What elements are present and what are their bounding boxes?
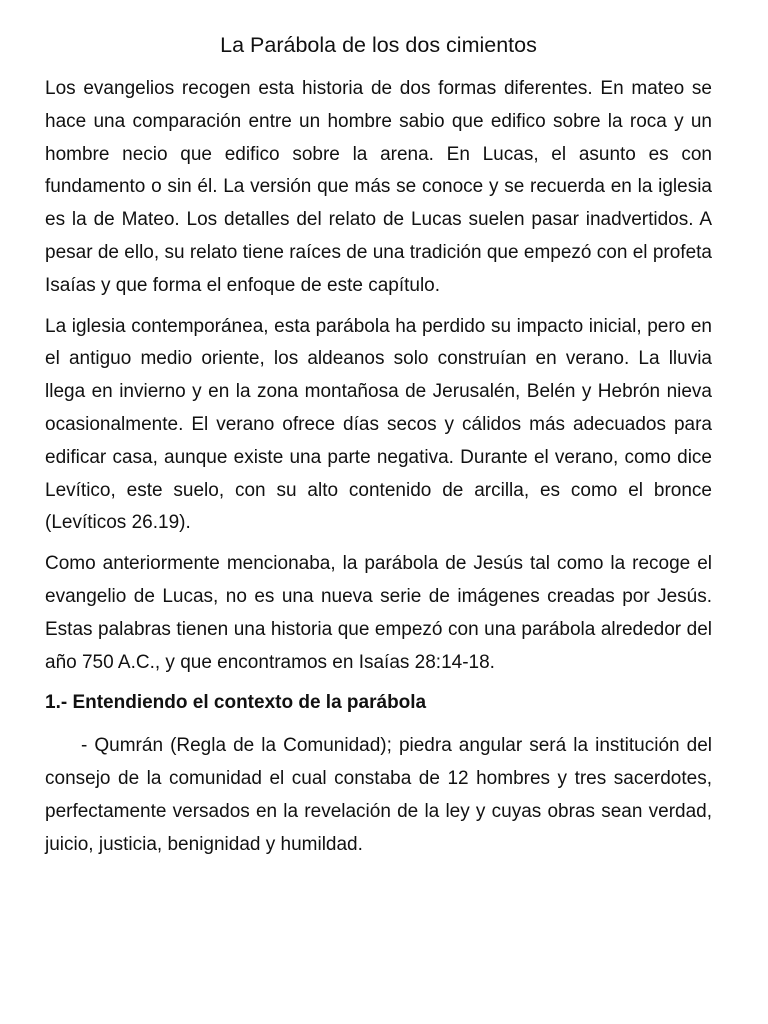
paragraph-contemporary-church: La iglesia contemporánea, esta parábola ha perdido su impacto inicial, pero en el antiguo medio oriente, los aldeanos solo construían en verano. La lluvia llega en invierno y en la zona montañosa de Jerusalén, Belén y Hebrón nieva ocasionalmente. El verano ofrece días secos y cálidos más adecuados para edificar casa, aunque existe una parte negativa. Durante el verano, como dice Levítico, este suelo, con su alto contenido de arcilla, es como el bronce (Levíticos 26.19). bbox=[45, 315, 712, 534]
paragraph-isaiah-origin: Como anteriormente mencionaba, la parábola de Jesús tal como la recoge el evangelio de Lucas, no es una nueva serie de imágenes creadas por Jesús. Estas palabras tienen una historia que empezó con una parábola alrededor del año 750 A.C., y que encontramos en Isaías 28:14-18. bbox=[45, 553, 712, 673]
paragraph-two-versions: Los evangelios recogen esta historia de dos formas diferentes. En mateo se hace una comparación entre un hombre sabio que edifico sobre la roca y un hombre necio que edifico sobre la arena. En Lucas, el asunto es con fundamento o sin él. La versión que más se conoce y se recuerda en la iglesia es la de Mateo. Los detalles del relato de Lucas suelen pasar inadvertidos. A pesar de ello, su relato tiene raíces de una tradición que empezó con el profeta Isaías y que forma el enfoque de este capítulo. bbox=[45, 78, 712, 296]
section-heading: 1.- Entendiendo el contexto de la parábola bbox=[45, 692, 427, 714]
document-title: La Parábola de los dos cimientos bbox=[220, 33, 537, 57]
paragraph-qumran: - Qumrán (Regla de la Comunidad); piedra angular será la institución del consejo de la comunidad el cual constaba de 12 hombres y tres sacerdotes, perfectamente versados en la revelación de la ley y cuyas obras sean verdad, juicio, justicia, benignidad y humildad. bbox=[45, 735, 712, 855]
